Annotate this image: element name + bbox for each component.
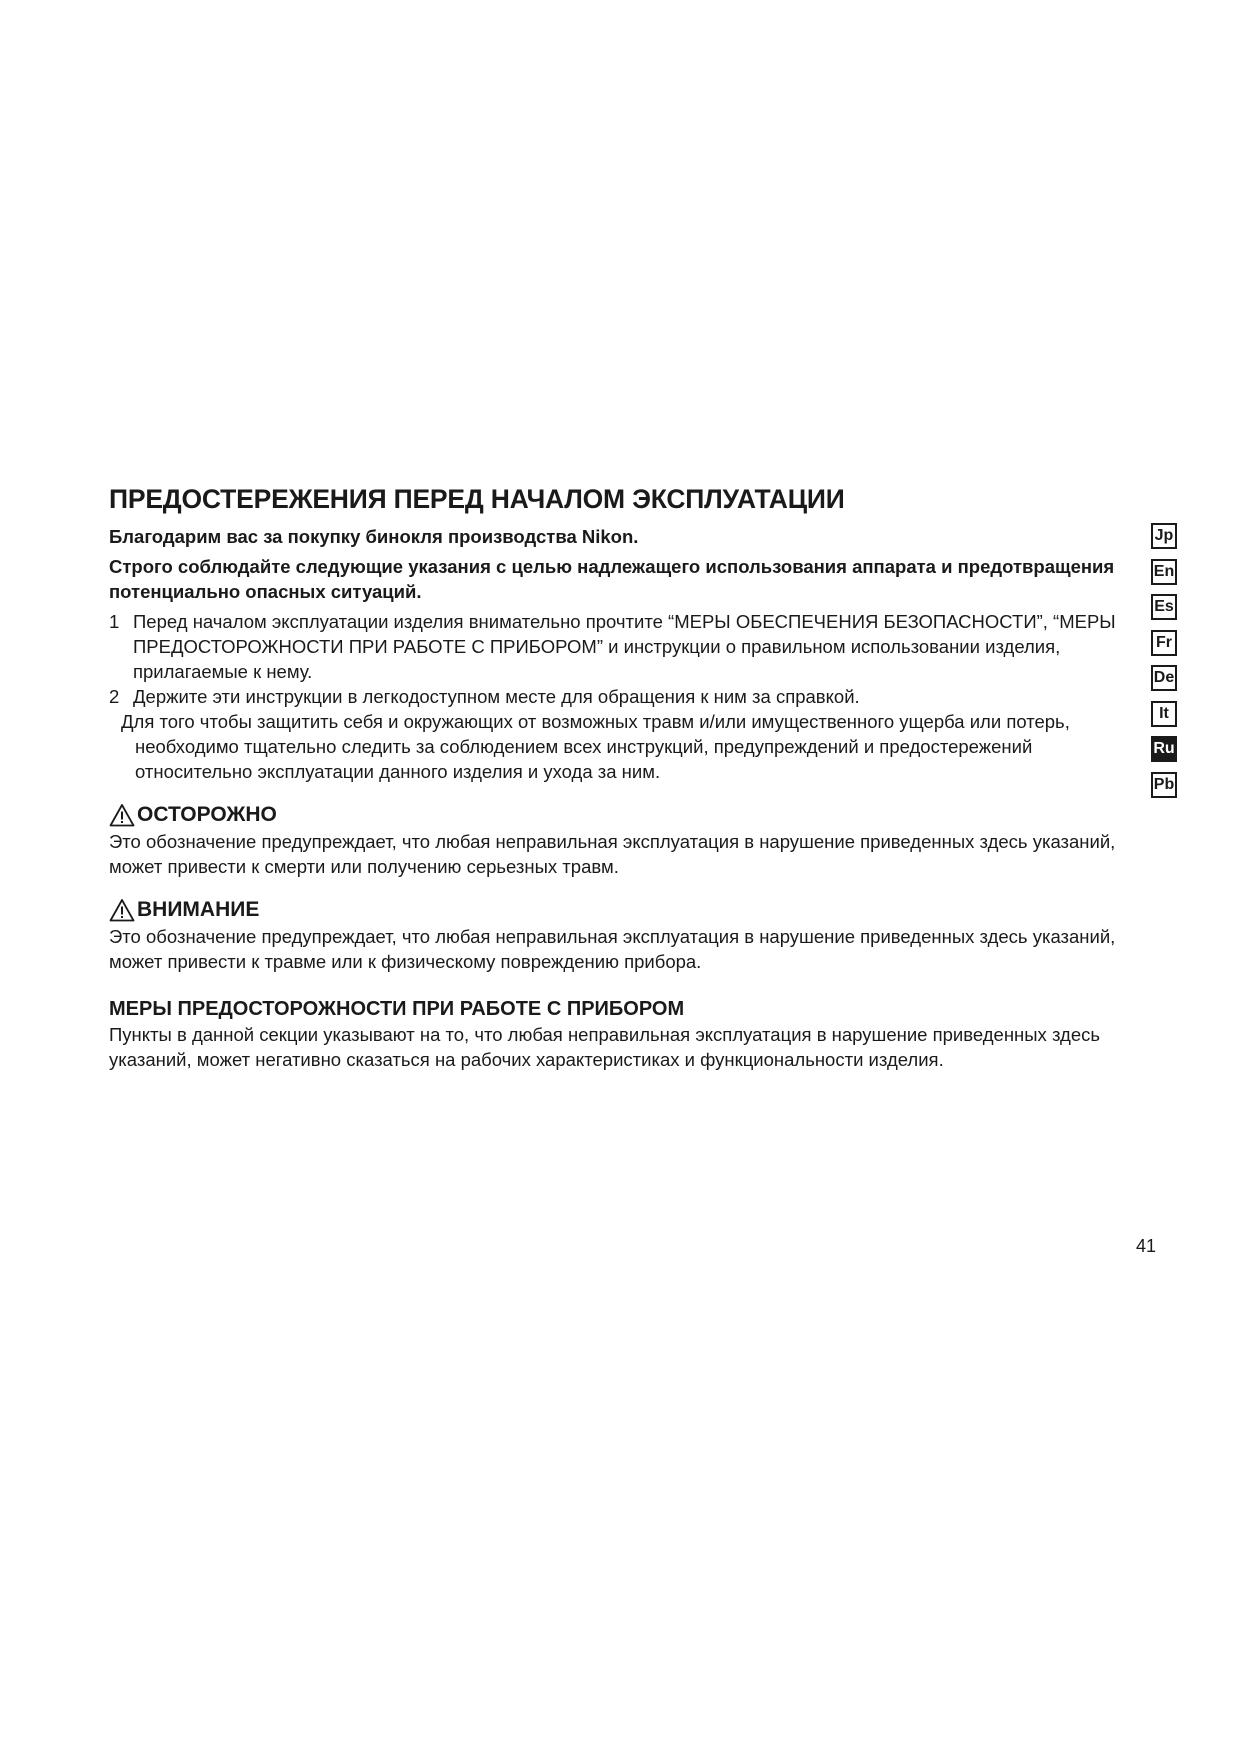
lang-tab-de[interactable]: De bbox=[1151, 665, 1177, 691]
warning-block bbox=[109, 801, 1124, 879]
caution-heading: ВНИМАНИЕ bbox=[137, 898, 260, 921]
protect-text: Для того чтобы защитить себя и окружающих от возможных травм и/или имущественного ущерба или потерь, необходимо тщательно следить за соблюдением всех инструкций, предупреждений и предостережений относительно эксплуатации данного изделия и ухода за ним. bbox=[121, 711, 1070, 782]
list-item-number: 1 bbox=[109, 611, 120, 632]
language-tabs bbox=[1151, 523, 1177, 807]
lang-tab-it[interactable]: It bbox=[1151, 701, 1177, 727]
lang-tab-pb[interactable]: Pb bbox=[1151, 772, 1177, 798]
page-number: 41 bbox=[1136, 1236, 1157, 1256]
warning-text: Это обозначение предупреждает, что любая неправильная эксплуатация в нарушение приведенных здесь указаний, может привести к смерти или получению серьезных травм. bbox=[109, 831, 1116, 877]
lang-tab-fr[interactable]: Fr bbox=[1151, 630, 1177, 656]
lang-tab-en[interactable]: En bbox=[1151, 559, 1177, 585]
warning-heading: ОСТОРОЖНО bbox=[137, 803, 277, 826]
caution-block bbox=[109, 896, 1124, 974]
caution-triangle-icon bbox=[109, 898, 135, 922]
page-title: ПРЕДОСТЕРЕЖЕНИЯ ПЕРЕД НАЧАЛОМ ЭКСПЛУАТАЦИИ bbox=[109, 484, 845, 514]
caution-text: Это обозначение предупреждает, что любая неправильная эксплуатация в нарушение приведенных здесь указаний, может привести к травме или к физическому повреждению прибора. bbox=[109, 926, 1116, 972]
list-item bbox=[109, 609, 1124, 684]
list-item-number: 2 bbox=[109, 686, 120, 707]
lang-tab-es[interactable]: Es bbox=[1151, 594, 1177, 620]
list-item bbox=[109, 684, 1124, 709]
list-item-text: Держите эти инструкции в легкодоступном месте для обращения к ним за справкой. bbox=[133, 686, 860, 707]
lang-tab-jp[interactable]: Jp bbox=[1151, 523, 1177, 549]
strict-instructions-text: Строго соблюдайте следующие указания с целью надлежащего использования аппарата и предотвращения потенциально опасных ситуаций. bbox=[109, 556, 1115, 602]
thanks-text: Благодарим вас за покупку бинокля производства Nikon. bbox=[109, 526, 639, 547]
list-item-text: Перед началом эксплуатации изделия внимательно прочтите “МЕРЫ ОБЕСПЕЧЕНИЯ БЕЗОПАСНОСТИ”, “МЕРЫ ПРЕДОСТОРОЖНОСТИ ПРИ РАБОТЕ С ПРИБОРОМ” и инструкции о правильном использовании изделия, прилагаемые к нему. bbox=[133, 611, 1116, 682]
device-precautions-heading: МЕРЫ ПРЕДОСТОРОЖНОСТИ ПРИ РАБОТЕ С ПРИБОРОМ bbox=[109, 998, 685, 1020]
device-precautions-text: Пункты в данной секции указывают на то, что любая неправильная эксплуатация в нарушение приведенных здесь указаний, может негативно сказаться на рабочих характеристиках и функциональности изделия. bbox=[109, 1024, 1100, 1070]
lang-tab-ru[interactable]: Ru bbox=[1151, 736, 1177, 762]
warning-triangle-icon bbox=[109, 803, 135, 827]
document-body bbox=[109, 483, 1124, 1072]
